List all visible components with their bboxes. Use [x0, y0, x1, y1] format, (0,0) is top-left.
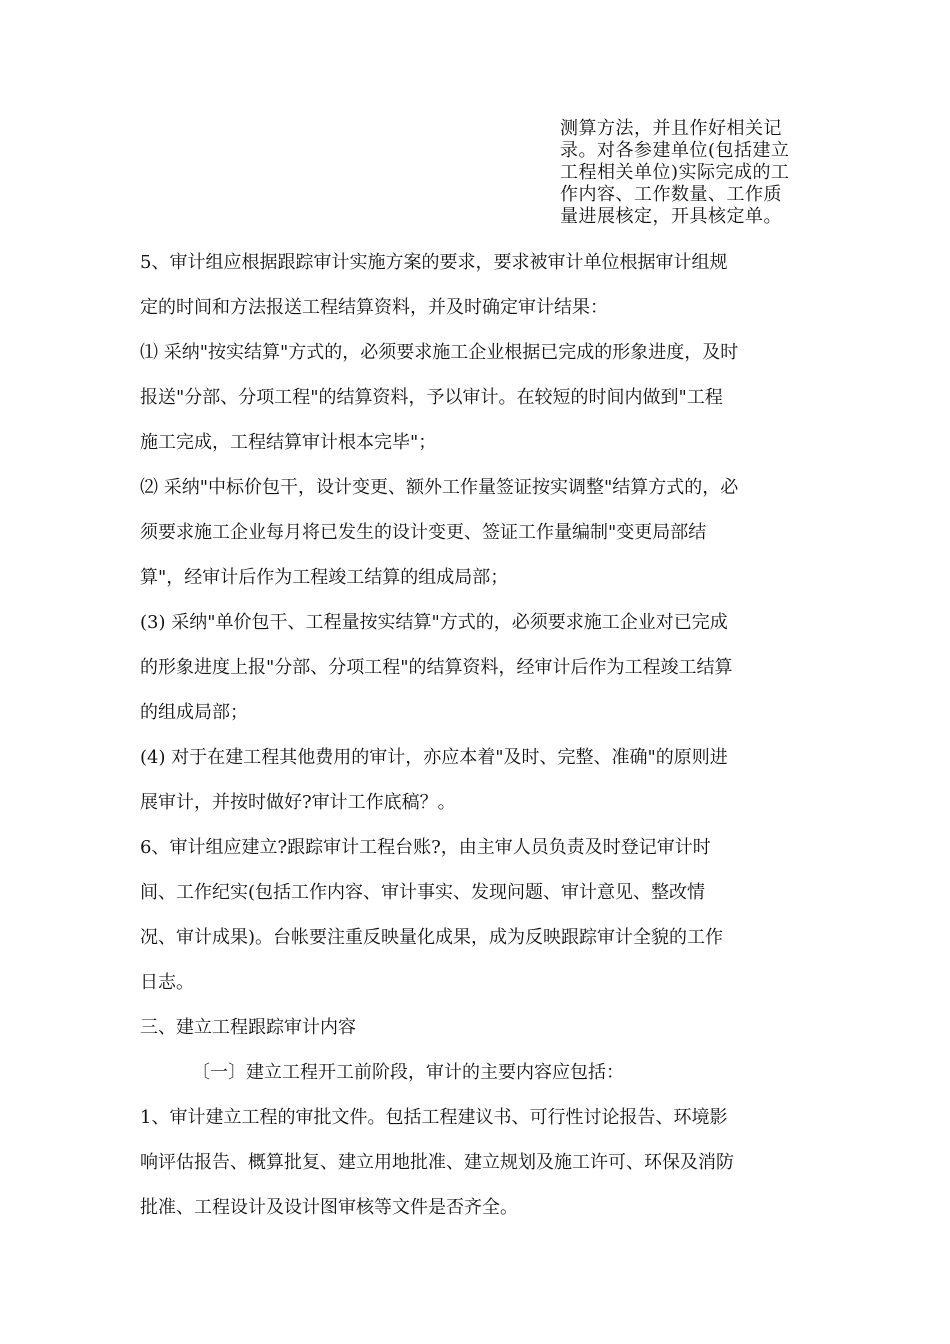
paragraph-line: 况、审计成果)。台帐要注重反映量化成果，成为反映跟踪审计全貌的工作: [140, 927, 724, 948]
section-heading: 三、建立工程跟踪审计内容: [140, 1017, 356, 1038]
subsection-heading: 〔一〕建立工程开工前阶段，审计的主要内容应包括：: [192, 1062, 624, 1083]
paragraph-line: (4) 对于在建工程其他费用的审计，亦应本着"及时、完整、准确"的原则进: [140, 747, 728, 768]
paragraph-line: ⑵ 采纳"中标价包干，设计变更、额外工作量签证按实调整"结算方式的，必: [140, 477, 739, 498]
paragraph-line: 报送"分部、分项工程"的结算资料，予以审计。在较短的时间内做到"工程: [140, 387, 723, 408]
table-cell-text: [560, 118, 820, 228]
paragraph-line: 5、审计组应根据跟踪审计实施方案的要求，要求被审计单位根据审计组规: [140, 252, 728, 273]
cell-line: 工程相关单位)实际完成的工: [560, 162, 790, 183]
body-text: [140, 240, 830, 1230]
paragraph-line: ⑴ 采纳"按实结算"方式的，必须要求施工企业根据已完成的形象进度，及时: [140, 342, 739, 363]
cell-line: 作内容、工作数量、工作质: [560, 184, 782, 205]
paragraph-line: 批准、工程设计及设计图审核等文件是否齐全。: [140, 1197, 518, 1218]
paragraph-line: 响评估报告、概算批复、建立用地批准、建立规划及施工许可、环保及消防: [140, 1152, 734, 1173]
paragraph-line: 施工完成，工程结算审计根本完毕"；: [140, 432, 437, 453]
paragraph-line: 间、工作纪实(包括工作内容、审计事实、发现问题、审计意见、整改情: [140, 882, 706, 903]
paragraph-line: 1、审计建立工程的审批文件。包括工程建议书、可行性讨论报告、环境影: [140, 1107, 728, 1128]
cell-line: 量进展核定，开具核定单。: [560, 206, 782, 227]
paragraph-line: 日志。: [140, 972, 194, 993]
cell-line: 测算方法，并且作好相关记: [560, 118, 782, 139]
paragraph-line: 的形象进度上报"分部、分项工程"的结算资料，经审计后作为工程竣工结算: [140, 657, 733, 678]
paragraph-line: 6、审计组应建立?跟踪审计工程台账?，由主审人员负责及时登记审计时: [140, 837, 711, 858]
paragraph-line: (3) 采纳"单价包干、工程量按实结算"方式的，必须要求施工企业对已完成: [140, 612, 728, 633]
paragraph-line: 的组成局部；: [140, 702, 248, 723]
paragraph-line: 定的时间和方法报送工程结算资料，并及时确定审计结果：: [140, 297, 608, 318]
paragraph-line: 展审计，并按时做好?审计工作底稿？。: [140, 792, 456, 813]
cell-line: 录。对各参建单位(包括建立: [560, 140, 790, 161]
paragraph-line: 算"，经审计后作为工程竣工结算的组成局部；: [140, 567, 509, 588]
paragraph-line: 须要求施工企业每月将已发生的设计变更、签证工作量编制"变更局部结: [140, 522, 707, 543]
